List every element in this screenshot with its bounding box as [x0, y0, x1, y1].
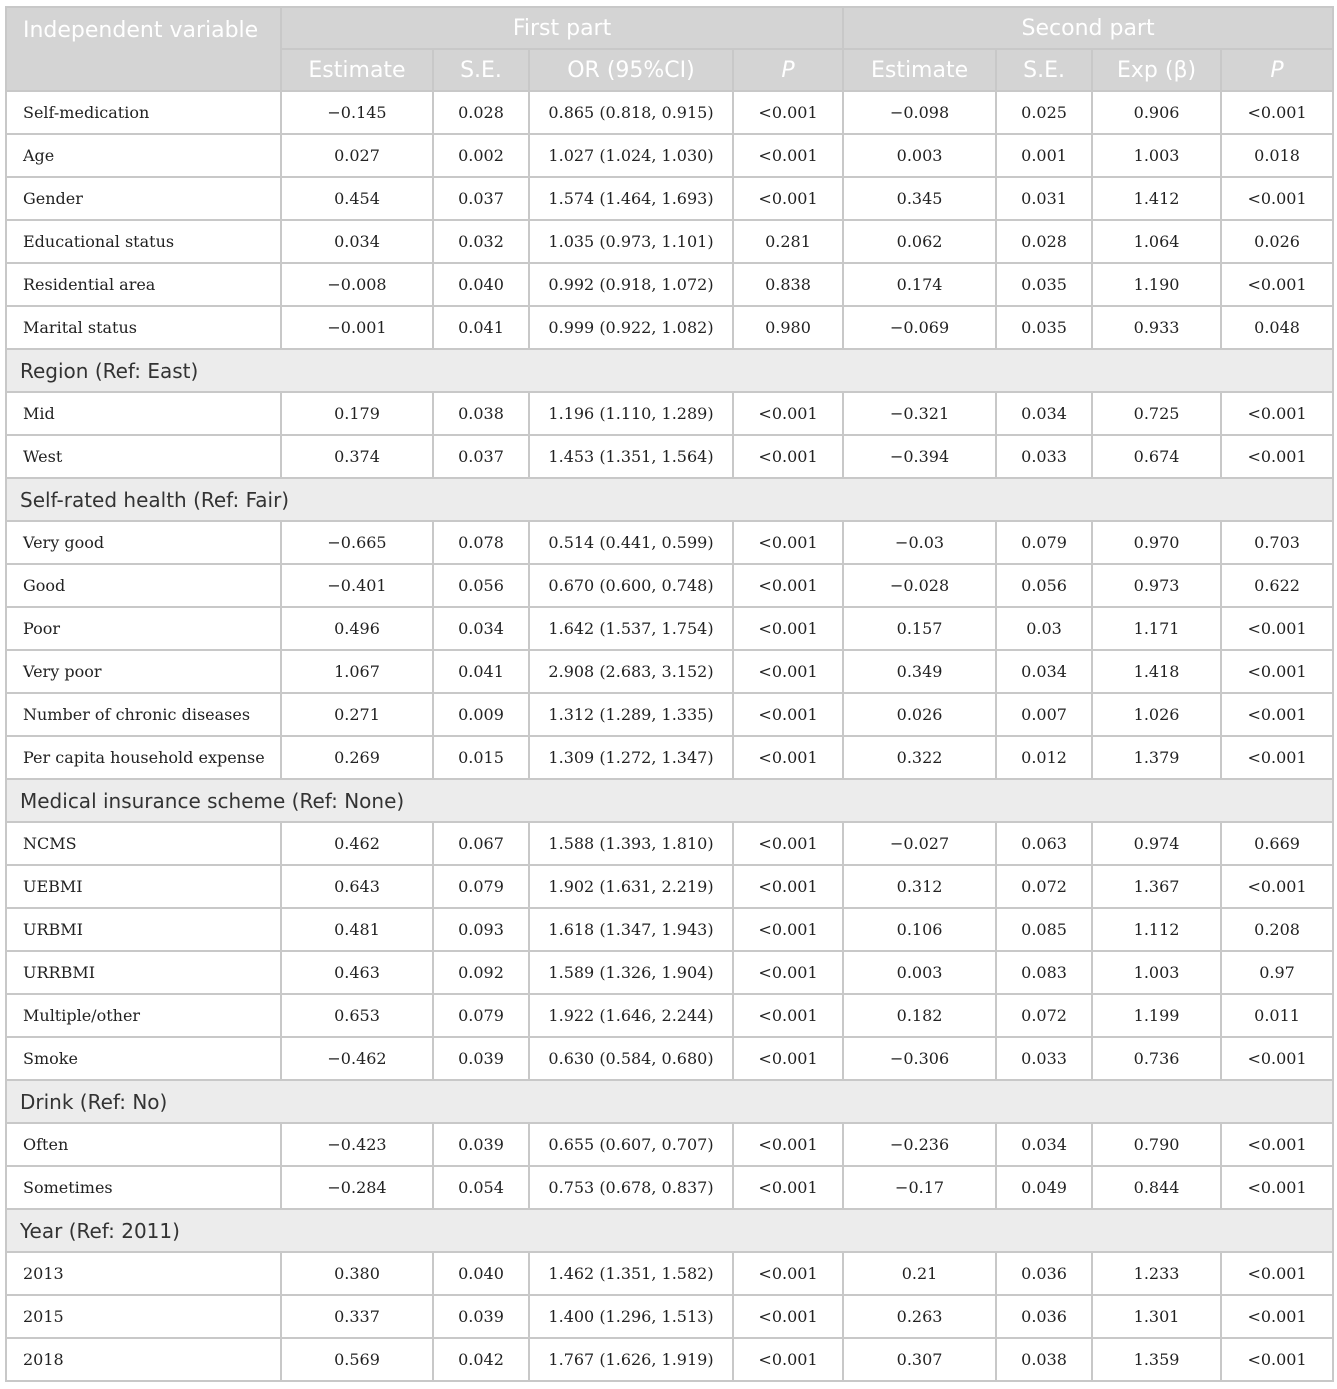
table-row	[6, 1166, 1333, 1209]
cell-first-p: 0.980	[733, 306, 843, 349]
cell-first-or: 1.309 (1.272, 1.347)	[529, 736, 733, 779]
cell-first-p: <0.001	[733, 91, 843, 134]
cell-second-se: 0.034	[996, 392, 1092, 435]
cell-first-p: <0.001	[733, 736, 843, 779]
group-header-row	[6, 1080, 1333, 1123]
cell-second-exp: 1.190	[1092, 263, 1221, 306]
cell-second-exp: 1.026	[1092, 693, 1221, 736]
group-label: Drink (Ref: No)	[6, 1080, 1333, 1123]
cell-second-exp: 0.674	[1092, 435, 1221, 478]
cell-second-se: 0.03	[996, 607, 1092, 650]
cell-first-or: 0.670 (0.600, 0.748)	[529, 564, 733, 607]
cell-variable: URBMI	[6, 908, 281, 951]
cell-first-p: <0.001	[733, 564, 843, 607]
cell-second-estimate: −0.321	[843, 392, 996, 435]
cell-second-p: <0.001	[1221, 435, 1333, 478]
cell-first-or: 1.902 (1.631, 2.219)	[529, 865, 733, 908]
cell-second-p: <0.001	[1221, 1338, 1333, 1381]
table-row	[6, 306, 1333, 349]
cell-first-or: 2.908 (2.683, 3.152)	[529, 650, 733, 693]
table-row	[6, 1338, 1333, 1381]
cell-second-exp: 1.112	[1092, 908, 1221, 951]
cell-first-estimate: 1.067	[281, 650, 433, 693]
cell-second-exp: 1.064	[1092, 220, 1221, 263]
cell-second-se: 0.085	[996, 908, 1092, 951]
table-row	[6, 650, 1333, 693]
table-row	[6, 134, 1333, 177]
cell-second-se: 0.072	[996, 994, 1092, 1037]
cell-second-se: 0.012	[996, 736, 1092, 779]
cell-first-or: 1.312 (1.289, 1.335)	[529, 693, 733, 736]
table-row	[6, 994, 1333, 1037]
cell-first-or: 1.642 (1.537, 1.754)	[529, 607, 733, 650]
cell-first-se: 0.040	[433, 263, 529, 306]
cell-first-se: 0.079	[433, 994, 529, 1037]
cell-first-or: 1.588 (1.393, 1.810)	[529, 822, 733, 865]
cell-variable: Self-medication	[6, 91, 281, 134]
table-row	[6, 521, 1333, 564]
cell-first-estimate: 0.462	[281, 822, 433, 865]
cell-first-or: 1.618 (1.347, 1.943)	[529, 908, 733, 951]
header-second-exp: Exp (β)	[1092, 49, 1221, 91]
cell-variable: URRBMI	[6, 951, 281, 994]
cell-variable: Educational status	[6, 220, 281, 263]
cell-second-estimate: 0.157	[843, 607, 996, 650]
table-row	[6, 951, 1333, 994]
cell-first-se: 0.034	[433, 607, 529, 650]
cell-first-estimate: −0.145	[281, 91, 433, 134]
cell-second-se: 0.035	[996, 306, 1092, 349]
table-row	[6, 392, 1333, 435]
cell-first-p: <0.001	[733, 1166, 843, 1209]
cell-first-p: <0.001	[733, 392, 843, 435]
group-label: Region (Ref: East)	[6, 349, 1333, 392]
cell-second-p: <0.001	[1221, 1252, 1333, 1295]
table-row	[6, 865, 1333, 908]
header-second-p: P	[1221, 49, 1333, 91]
cell-second-exp: 1.003	[1092, 951, 1221, 994]
cell-second-estimate: 0.106	[843, 908, 996, 951]
cell-variable: Very poor	[6, 650, 281, 693]
table-header	[6, 7, 1333, 91]
cell-first-estimate: 0.496	[281, 607, 433, 650]
cell-first-p: <0.001	[733, 134, 843, 177]
cell-first-estimate: 0.179	[281, 392, 433, 435]
cell-first-or: 0.999 (0.922, 1.082)	[529, 306, 733, 349]
cell-second-p: <0.001	[1221, 736, 1333, 779]
cell-second-estimate: 0.263	[843, 1295, 996, 1338]
cell-first-p: <0.001	[733, 435, 843, 478]
cell-second-estimate: 0.349	[843, 650, 996, 693]
cell-second-p: 0.208	[1221, 908, 1333, 951]
cell-first-p: <0.001	[733, 822, 843, 865]
cell-first-or: 0.655 (0.607, 0.707)	[529, 1123, 733, 1166]
cell-variable: 2013	[6, 1252, 281, 1295]
cell-first-estimate: −0.401	[281, 564, 433, 607]
table-row	[6, 435, 1333, 478]
group-label: Medical insurance scheme (Ref: None)	[6, 779, 1333, 822]
cell-first-estimate: 0.269	[281, 736, 433, 779]
cell-first-se: 0.078	[433, 521, 529, 564]
cell-second-exp: 0.933	[1092, 306, 1221, 349]
cell-second-estimate: −0.027	[843, 822, 996, 865]
cell-second-se: 0.036	[996, 1295, 1092, 1338]
cell-first-se: 0.092	[433, 951, 529, 994]
cell-second-estimate: −0.236	[843, 1123, 996, 1166]
cell-second-se: 0.025	[996, 91, 1092, 134]
cell-first-or: 1.196 (1.110, 1.289)	[529, 392, 733, 435]
cell-second-se: 0.056	[996, 564, 1092, 607]
cell-first-se: 0.039	[433, 1123, 529, 1166]
table-row	[6, 177, 1333, 220]
cell-variable: Mid	[6, 392, 281, 435]
cell-second-p: <0.001	[1221, 91, 1333, 134]
cell-first-estimate: −0.462	[281, 1037, 433, 1080]
cell-first-or: 1.574 (1.464, 1.693)	[529, 177, 733, 220]
cell-first-se: 0.093	[433, 908, 529, 951]
regression-results-table	[5, 6, 1334, 1382]
table-row	[6, 220, 1333, 263]
cell-first-se: 0.079	[433, 865, 529, 908]
cell-first-se: 0.002	[433, 134, 529, 177]
cell-second-exp: 0.974	[1092, 822, 1221, 865]
cell-second-exp: 0.736	[1092, 1037, 1221, 1080]
table-row	[6, 908, 1333, 951]
cell-first-p: <0.001	[733, 908, 843, 951]
cell-second-estimate: −0.03	[843, 521, 996, 564]
cell-first-se: 0.041	[433, 650, 529, 693]
group-label: Self-rated health (Ref: Fair)	[6, 478, 1333, 521]
table-row	[6, 1037, 1333, 1080]
group-header-row	[6, 349, 1333, 392]
cell-first-se: 0.032	[433, 220, 529, 263]
cell-second-se: 0.034	[996, 650, 1092, 693]
cell-first-p: <0.001	[733, 521, 843, 564]
cell-variable: Marital status	[6, 306, 281, 349]
cell-first-or: 0.865 (0.818, 0.915)	[529, 91, 733, 134]
cell-first-se: 0.015	[433, 736, 529, 779]
cell-first-or: 0.630 (0.584, 0.680)	[529, 1037, 733, 1080]
header-second-se: S.E.	[996, 49, 1092, 91]
header-first-p: P	[733, 49, 843, 91]
cell-second-p: <0.001	[1221, 1166, 1333, 1209]
cell-first-se: 0.039	[433, 1037, 529, 1080]
table-body	[6, 91, 1333, 1381]
cell-variable: Sometimes	[6, 1166, 281, 1209]
cell-second-p: 0.048	[1221, 306, 1333, 349]
cell-variable: UEBMI	[6, 865, 281, 908]
table-row	[6, 1295, 1333, 1338]
cell-first-se: 0.040	[433, 1252, 529, 1295]
cell-second-estimate: −0.028	[843, 564, 996, 607]
cell-first-p: <0.001	[733, 650, 843, 693]
cell-first-p: <0.001	[733, 865, 843, 908]
cell-second-p: <0.001	[1221, 693, 1333, 736]
group-header-row	[6, 1209, 1333, 1252]
cell-first-estimate: 0.653	[281, 994, 433, 1037]
cell-first-se: 0.028	[433, 91, 529, 134]
cell-first-estimate: 0.569	[281, 1338, 433, 1381]
cell-first-estimate: 0.027	[281, 134, 433, 177]
table-row	[6, 822, 1333, 865]
table-row	[6, 607, 1333, 650]
cell-first-estimate: −0.284	[281, 1166, 433, 1209]
table-row	[6, 1252, 1333, 1295]
header-first-part: First part	[281, 7, 843, 49]
header-first-se: S.E.	[433, 49, 529, 91]
cell-first-or: 0.514 (0.441, 0.599)	[529, 521, 733, 564]
cell-first-se: 0.056	[433, 564, 529, 607]
cell-first-p: <0.001	[733, 693, 843, 736]
cell-first-or: 1.922 (1.646, 2.244)	[529, 994, 733, 1037]
header-second-part: Second part	[843, 7, 1333, 49]
cell-second-se: 0.072	[996, 865, 1092, 908]
cell-variable: Good	[6, 564, 281, 607]
cell-first-p: <0.001	[733, 177, 843, 220]
cell-first-estimate: −0.001	[281, 306, 433, 349]
cell-second-estimate: 0.174	[843, 263, 996, 306]
cell-second-p: <0.001	[1221, 865, 1333, 908]
cell-first-or: 1.027 (1.024, 1.030)	[529, 134, 733, 177]
cell-second-se: 0.001	[996, 134, 1092, 177]
cell-second-estimate: −0.394	[843, 435, 996, 478]
cell-first-estimate: 0.643	[281, 865, 433, 908]
cell-second-p: 0.018	[1221, 134, 1333, 177]
cell-second-estimate: 0.062	[843, 220, 996, 263]
cell-second-se: 0.038	[996, 1338, 1092, 1381]
cell-second-p: 0.026	[1221, 220, 1333, 263]
cell-first-p: <0.001	[733, 1252, 843, 1295]
cell-second-exp: 0.906	[1092, 91, 1221, 134]
cell-second-se: 0.033	[996, 1037, 1092, 1080]
table-row	[6, 736, 1333, 779]
cell-first-or: 1.453 (1.351, 1.564)	[529, 435, 733, 478]
cell-variable: 2015	[6, 1295, 281, 1338]
table-row	[6, 263, 1333, 306]
table-row	[6, 91, 1333, 134]
cell-first-se: 0.054	[433, 1166, 529, 1209]
cell-second-estimate: −0.098	[843, 91, 996, 134]
cell-second-p: <0.001	[1221, 1123, 1333, 1166]
cell-variable: Poor	[6, 607, 281, 650]
cell-variable: Number of chronic diseases	[6, 693, 281, 736]
cell-second-se: 0.034	[996, 1123, 1092, 1166]
cell-first-estimate: 0.034	[281, 220, 433, 263]
cell-variable: Smoke	[6, 1037, 281, 1080]
cell-first-estimate: 0.337	[281, 1295, 433, 1338]
cell-first-se: 0.037	[433, 177, 529, 220]
cell-second-p: <0.001	[1221, 177, 1333, 220]
table-row	[6, 564, 1333, 607]
cell-second-exp: 0.844	[1092, 1166, 1221, 1209]
cell-second-exp: 1.359	[1092, 1338, 1221, 1381]
cell-second-estimate: 0.026	[843, 693, 996, 736]
cell-first-or: 0.753 (0.678, 0.837)	[529, 1166, 733, 1209]
cell-second-se: 0.079	[996, 521, 1092, 564]
cell-first-p: <0.001	[733, 1338, 843, 1381]
cell-variable: Often	[6, 1123, 281, 1166]
cell-second-se: 0.033	[996, 435, 1092, 478]
cell-second-estimate: 0.003	[843, 134, 996, 177]
cell-second-se: 0.083	[996, 951, 1092, 994]
cell-first-or: 1.589 (1.326, 1.904)	[529, 951, 733, 994]
cell-variable: Residential area	[6, 263, 281, 306]
cell-first-estimate: −0.423	[281, 1123, 433, 1166]
cell-first-estimate: −0.665	[281, 521, 433, 564]
cell-second-exp: 1.301	[1092, 1295, 1221, 1338]
cell-variable: Multiple/other	[6, 994, 281, 1037]
cell-second-p: <0.001	[1221, 263, 1333, 306]
cell-second-exp: 0.973	[1092, 564, 1221, 607]
cell-second-se: 0.007	[996, 693, 1092, 736]
cell-second-exp: 1.171	[1092, 607, 1221, 650]
cell-second-estimate: 0.003	[843, 951, 996, 994]
cell-second-exp: 0.725	[1092, 392, 1221, 435]
cell-first-estimate: 0.271	[281, 693, 433, 736]
cell-second-estimate: 0.312	[843, 865, 996, 908]
cell-second-estimate: 0.182	[843, 994, 996, 1037]
cell-first-p: 0.281	[733, 220, 843, 263]
cell-second-p: <0.001	[1221, 1037, 1333, 1080]
cell-first-estimate: −0.008	[281, 263, 433, 306]
cell-second-estimate: −0.17	[843, 1166, 996, 1209]
cell-first-estimate: 0.481	[281, 908, 433, 951]
cell-second-se: 0.028	[996, 220, 1092, 263]
header-first-or: OR (95%CI)	[529, 49, 733, 91]
header-independent-variable: Independent variable	[6, 7, 281, 91]
cell-variable: West	[6, 435, 281, 478]
cell-second-p: 0.622	[1221, 564, 1333, 607]
cell-first-se: 0.041	[433, 306, 529, 349]
cell-second-estimate: 0.21	[843, 1252, 996, 1295]
cell-second-p: 0.669	[1221, 822, 1333, 865]
cell-variable: Per capita household expense	[6, 736, 281, 779]
cell-first-p: <0.001	[733, 607, 843, 650]
cell-second-p: 0.703	[1221, 521, 1333, 564]
header-second-estimate: Estimate	[843, 49, 996, 91]
table-row	[6, 1123, 1333, 1166]
cell-first-p: 0.838	[733, 263, 843, 306]
cell-second-p: <0.001	[1221, 1295, 1333, 1338]
cell-first-se: 0.009	[433, 693, 529, 736]
cell-variable: 2018	[6, 1338, 281, 1381]
cell-second-estimate: 0.307	[843, 1338, 996, 1381]
header-first-estimate: Estimate	[281, 49, 433, 91]
group-header-row	[6, 779, 1333, 822]
cell-first-estimate: 0.374	[281, 435, 433, 478]
cell-second-exp: 1.379	[1092, 736, 1221, 779]
cell-second-exp: 1.003	[1092, 134, 1221, 177]
cell-second-se: 0.063	[996, 822, 1092, 865]
cell-second-se: 0.031	[996, 177, 1092, 220]
cell-first-estimate: 0.380	[281, 1252, 433, 1295]
cell-first-p: <0.001	[733, 951, 843, 994]
cell-first-estimate: 0.454	[281, 177, 433, 220]
cell-first-or: 0.992 (0.918, 1.072)	[529, 263, 733, 306]
cell-second-se: 0.035	[996, 263, 1092, 306]
cell-first-se: 0.067	[433, 822, 529, 865]
cell-first-or: 1.400 (1.296, 1.513)	[529, 1295, 733, 1338]
cell-first-or: 1.035 (0.973, 1.101)	[529, 220, 733, 263]
cell-first-p: <0.001	[733, 1295, 843, 1338]
cell-first-se: 0.037	[433, 435, 529, 478]
cell-second-p: <0.001	[1221, 392, 1333, 435]
group-header-row	[6, 478, 1333, 521]
cell-second-p: <0.001	[1221, 607, 1333, 650]
cell-first-p: <0.001	[733, 1037, 843, 1080]
cell-second-estimate: 0.345	[843, 177, 996, 220]
cell-first-se: 0.038	[433, 392, 529, 435]
cell-second-exp: 0.790	[1092, 1123, 1221, 1166]
cell-variable: NCMS	[6, 822, 281, 865]
cell-variable: Very good	[6, 521, 281, 564]
cell-first-p: <0.001	[733, 1123, 843, 1166]
cell-second-exp: 1.412	[1092, 177, 1221, 220]
cell-first-or: 1.767 (1.626, 1.919)	[529, 1338, 733, 1381]
cell-variable: Gender	[6, 177, 281, 220]
cell-second-p: 0.97	[1221, 951, 1333, 994]
cell-second-estimate: −0.069	[843, 306, 996, 349]
cell-first-estimate: 0.463	[281, 951, 433, 994]
cell-first-or: 1.462 (1.351, 1.582)	[529, 1252, 733, 1295]
cell-second-se: 0.036	[996, 1252, 1092, 1295]
cell-variable: Age	[6, 134, 281, 177]
cell-second-exp: 1.367	[1092, 865, 1221, 908]
cell-second-estimate: 0.322	[843, 736, 996, 779]
table-row	[6, 693, 1333, 736]
cell-second-exp: 1.233	[1092, 1252, 1221, 1295]
cell-second-exp: 1.199	[1092, 994, 1221, 1037]
cell-second-p: <0.001	[1221, 650, 1333, 693]
cell-first-se: 0.042	[433, 1338, 529, 1381]
cell-second-exp: 0.970	[1092, 521, 1221, 564]
cell-first-se: 0.039	[433, 1295, 529, 1338]
group-label: Year (Ref: 2011)	[6, 1209, 1333, 1252]
cell-first-p: <0.001	[733, 994, 843, 1037]
cell-second-estimate: −0.306	[843, 1037, 996, 1080]
cell-second-exp: 1.418	[1092, 650, 1221, 693]
cell-second-p: 0.011	[1221, 994, 1333, 1037]
cell-second-se: 0.049	[996, 1166, 1092, 1209]
